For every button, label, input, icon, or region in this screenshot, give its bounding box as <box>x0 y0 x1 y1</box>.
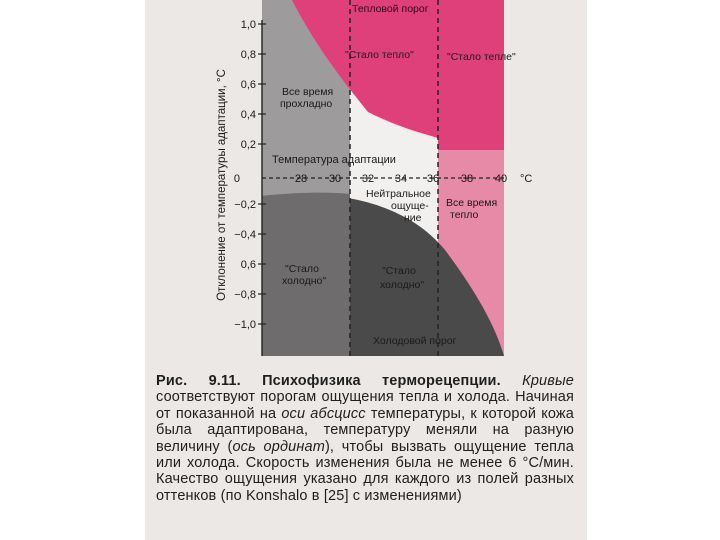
always-warm-label-2: тепло <box>450 209 479 221</box>
y-tick-0: 0 <box>233 173 240 185</box>
y-axis-label: Отклонение от температуры адаптации, °С <box>216 69 228 301</box>
y-tick-0-6: 0,6 <box>240 79 256 91</box>
caption-title: Психофизика терморецепции. <box>262 373 501 389</box>
y-tick-neg-0-6: 0,6 <box>240 259 256 271</box>
y-tick-neg-0-4: −0,4 <box>234 229 256 241</box>
y-tick-neg-0-2: −0,2 <box>234 199 256 211</box>
y-tick-0-8: 0,8 <box>240 49 256 61</box>
x-tick-28: 28 <box>294 173 308 185</box>
colder-mid-label-1: "Стало <box>382 265 416 277</box>
heat-threshold-label: Тепловой порог <box>352 3 429 15</box>
cold-threshold-label: Холодовой порог <box>373 335 457 347</box>
always-cool-label-1: Все время <box>282 86 334 98</box>
y-tick-0-4: 0,4 <box>240 109 256 121</box>
caption-label: Рис. 9.11. <box>156 373 241 389</box>
caption-text-2: температуры, к которой кожа была адаптирована, температуру меняли на разную величину ( <box>156 405 574 455</box>
neutral-label-3: ние <box>404 212 422 224</box>
always-warm-label-1: Все время <box>446 197 498 209</box>
caption-text-1: соответствуют порогам ощущения тепла и холода. Начиная от показанной на <box>156 389 574 422</box>
always-cool-label-2: прохладно <box>280 98 333 110</box>
x-tick-38: 38 <box>460 173 474 185</box>
caption-text-3: ), чтобы вызвать ощущение тепла или холода. Скорость изменения была не менее 6 °С/мин. Качество ощущения указано для каждого из полей разных оттенков (по Konshalo в [25] с изменениями) <box>156 438 575 504</box>
caption-em-2: оси абсцисс <box>281 405 366 422</box>
y-tick-neg-1-0: −1,0 <box>234 319 256 331</box>
neutral-label-2: ощуще- <box>391 200 429 212</box>
caption-em-3: ось ординат <box>232 438 325 455</box>
x-tick-36: 36 <box>426 173 440 185</box>
colder-left-label-2: холодно" <box>282 275 327 287</box>
neutral-label-1: Нейтральное <box>366 188 431 200</box>
y-tick-neg-0-8: −0,8 <box>234 289 256 301</box>
x-tick-40: 40 <box>494 173 508 185</box>
x-axis-title: Температура адаптации <box>272 154 396 166</box>
x-tick-30: 30 <box>328 173 342 185</box>
y-tick-1-0: 1,0 <box>240 19 256 31</box>
x-unit: °С <box>520 173 533 185</box>
caption-em-1: Кривые <box>522 373 575 389</box>
x-tick-32: 32 <box>361 173 375 185</box>
warmer-right-label: "Стало тепле" <box>447 51 516 63</box>
warmer-mid-label: "Стало тепло" <box>345 49 414 61</box>
colder-mid-label-2: холодно" <box>380 279 425 291</box>
figure-caption <box>156 373 574 504</box>
colder-left-label-1: "Стало <box>285 263 319 275</box>
x-tick-34: 34 <box>394 173 408 185</box>
y-tick-0-2: 0,2 <box>240 139 256 151</box>
